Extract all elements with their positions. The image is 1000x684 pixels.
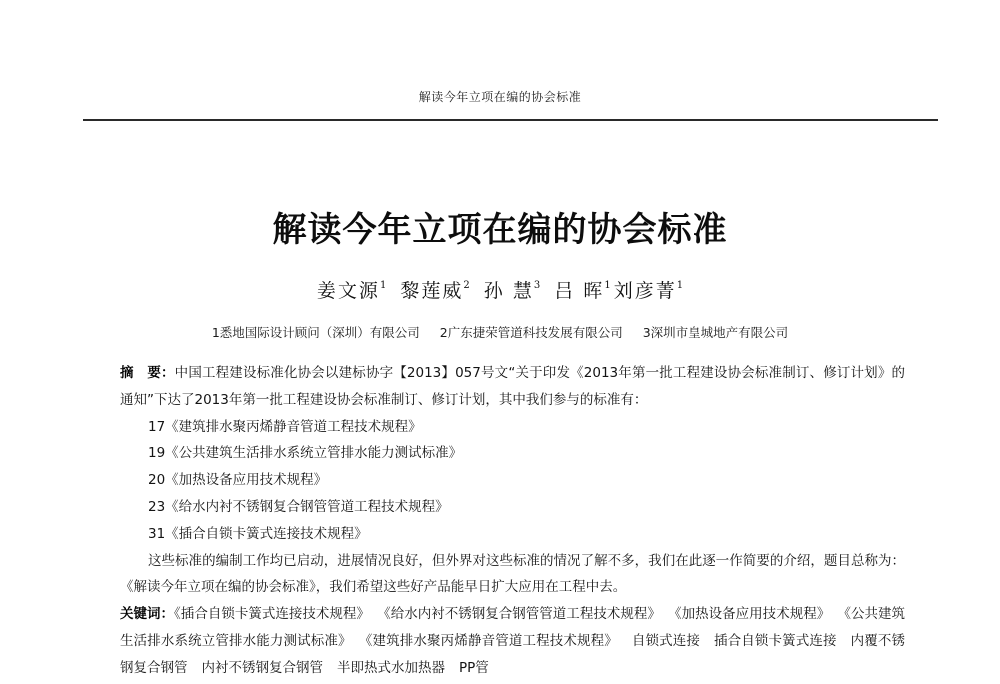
affiliation: 2广东捷荣管道科技发展有限公司 <box>439 325 623 340</box>
keyword: 《加热设备应用技术规程》 <box>674 606 831 623</box>
keyword: 《插合自锁卡簧式连接技术规程》 <box>174 606 370 623</box>
affiliation-marker: 1 <box>379 280 387 291</box>
author <box>614 280 683 302</box>
keyword: 《给水内衬不锈钢复合钢管管道工程技术规程》 <box>383 606 661 623</box>
keyword: 插合自锁卡簧式连接 <box>713 632 837 649</box>
affiliation-marker: 3 <box>533 280 541 291</box>
list-item: 19《公共建筑生活排水系统立管排水能力测试标准》 <box>148 445 463 462</box>
keyword: 自锁式连接 <box>631 632 700 649</box>
standards-list <box>120 414 905 548</box>
keyword: 半即热式水加热器 <box>337 659 445 676</box>
article-body <box>120 360 905 682</box>
affiliation: 3深圳市皇城地产有限公司 <box>642 325 789 340</box>
author-name: 刘彦菁 <box>613 280 677 302</box>
keywords-label: 关键词： <box>120 606 175 623</box>
affiliation: 1悉地国际设计顾问（深圳）有限公司 <box>211 325 420 340</box>
author-name: 吕 晖 <box>554 280 605 302</box>
article-title: 解读今年立项在编的协会标准 <box>272 210 728 250</box>
author-list <box>0 276 1000 303</box>
keyword: 内覆不锈钢复合钢管 <box>120 632 906 676</box>
author <box>484 280 540 302</box>
keyword: 内衬不锈钢复合钢管 <box>201 659 323 676</box>
affiliation-marker: 2 <box>463 280 470 291</box>
keyword: 《公共建筑生活排水系统立管排水能力测试标准》 <box>120 606 906 649</box>
author-name: 孙 慧 <box>483 280 534 302</box>
affiliation-list <box>0 323 1000 341</box>
author-name: 姜文源 <box>316 280 380 302</box>
keyword: PP管 <box>459 659 489 676</box>
header-rule <box>83 119 938 121</box>
running-head: 解读今年立项在编的协会标准 <box>418 90 582 104</box>
affiliation-marker: 1 <box>604 280 611 291</box>
keywords <box>120 601 905 681</box>
list-item: 23《给水内衬不锈钢复合钢管管道工程技术规程》 <box>148 498 449 515</box>
author <box>554 280 610 302</box>
abstract-text: 中国工程建设标准化协会以建标协字【2013】057号文“关于印发《2013年第一批工程建设协会标准制订、修订计划》的通知”下达了2013年第一批工程建设协会标准制订、修订计划，其中我们参与的标准有： <box>120 365 906 408</box>
list-item: 31《插合自锁卡簧式连接技术规程》 <box>148 525 368 542</box>
author <box>400 280 469 302</box>
list-item: 20《加热设备应用技术规程》 <box>148 472 328 489</box>
author-name: 黎莲威 <box>400 280 464 302</box>
affiliation-marker: 1 <box>676 280 684 291</box>
keyword: 《建筑排水聚丙烯静音管道工程技术规程》 <box>365 632 618 649</box>
abstract-closing: 这些标准的编制工作均已启动，进展情况良好，但外界对这些标准的情况了解不多，我们在此逐一作简要的介绍，题目总称为：《解读今年立项在编的协会标准》，我们希望这些好产品能早日扩大应用在工程中去。 <box>120 552 905 596</box>
author <box>317 280 386 302</box>
abstract <box>120 360 905 414</box>
list-item: 17《建筑排水聚丙烯静音管道工程技术规程》 <box>148 418 422 435</box>
abstract-label: 摘 要： <box>120 365 175 381</box>
